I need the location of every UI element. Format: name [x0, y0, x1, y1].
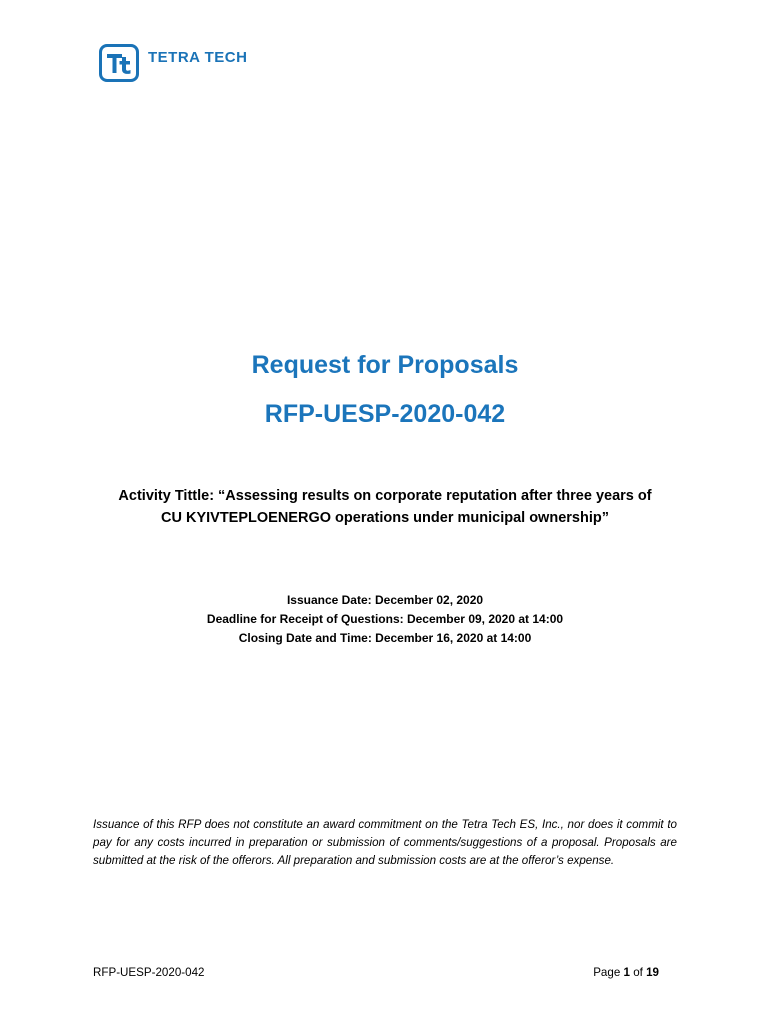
page-current: 1: [623, 966, 630, 979]
key-dates: [0, 591, 770, 648]
questions-deadline: Deadline for Receipt of Questions: December 09, 2020 at 14:00: [206, 612, 564, 626]
footer-doc-id: RFP-UESP-2020-042: [93, 966, 205, 979]
logo-wordmark: TETRA TECH: [148, 48, 248, 66]
page-label: Page: [593, 966, 621, 979]
activity-title-line-1: Activity Tittle: “Assessing results on corporate reputation after three years of: [118, 488, 652, 504]
page-total: 19: [646, 966, 659, 979]
tt-logo-icon: [99, 44, 139, 82]
activity-title: [60, 485, 710, 529]
tetra-tech-logo: [99, 44, 247, 82]
document-title: Request for Proposals: [251, 351, 519, 379]
footer-page-number: [593, 966, 659, 979]
issuance-date: Issuance Date: December 02, 2020: [286, 593, 484, 607]
rfp-number: RFP-UESP-2020-042: [264, 400, 506, 428]
closing-date: Closing Date and Time: December 16, 2020 at 14:00: [238, 631, 532, 645]
activity-title-line-2: CU KYIVTEPLOENERGO operations under municipal ownership”: [161, 510, 609, 526]
page-of: of: [633, 966, 643, 979]
disclaimer-text: Issuance of this RFP does not constitute an award commitment on the Tetra Tech ES, Inc., nor does it commit to pay for any costs incurred in preparation or submission of comments/suggestions of a proposal. Proposals are submitted at the risk of the offerors. All preparation and submission costs are at the offeror’s expense.: [93, 818, 677, 867]
